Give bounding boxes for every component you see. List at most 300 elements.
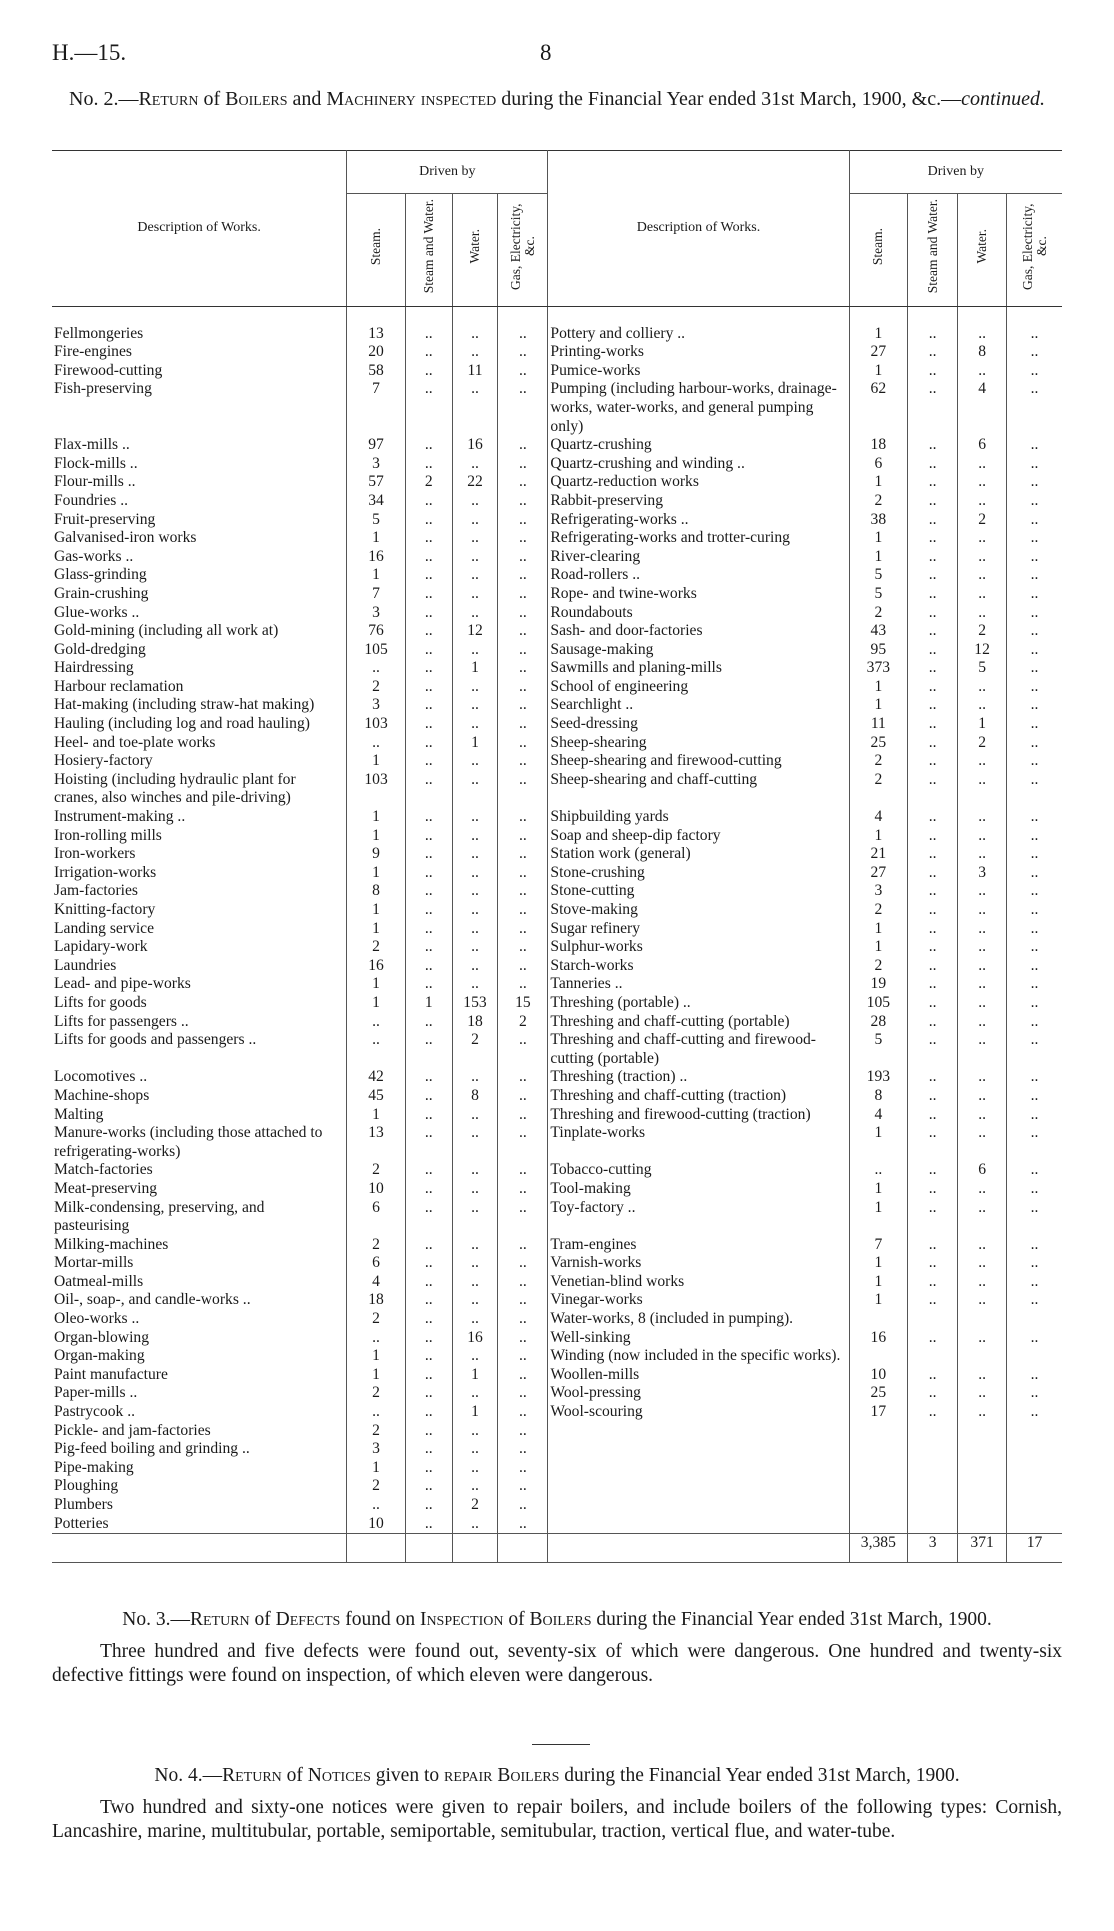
row-value: .. (405, 1236, 452, 1255)
row-value: .. (1030, 1105, 1039, 1123)
row-value: .. (452, 975, 498, 994)
row-description: Road-rollers .. (548, 566, 849, 585)
row-value: .. (498, 566, 548, 585)
total-value: 3,385 (849, 1534, 908, 1563)
driven-by-right: Driven by (849, 151, 1062, 194)
row-value: .. (347, 734, 406, 753)
row-value: .. (958, 957, 1007, 976)
row-description: Mortar-mills (52, 1254, 347, 1273)
row-value: .. (498, 1347, 548, 1366)
title-rest: during the Financial Year ended 31st March, 1900, &c.— (496, 88, 962, 110)
page-ref: H.—15. (52, 40, 127, 65)
row-description: Landing service (52, 920, 347, 939)
row-value: .. (958, 901, 1007, 920)
row-value: .. (405, 1068, 452, 1087)
row-value: 8 (452, 1087, 498, 1106)
row-value: .. (1030, 324, 1039, 342)
row-value: .. (498, 752, 548, 771)
table-row (52, 622, 1062, 641)
row-value: .. (498, 975, 548, 994)
row-value: .. (498, 715, 548, 734)
row-value: .. (958, 1031, 1007, 1068)
row-description: Organ-blowing (52, 1329, 347, 1348)
row-value: .. (1030, 491, 1039, 509)
row-value: .. (908, 1403, 958, 1422)
row-value: 1 (452, 659, 498, 678)
row-value: .. (1030, 993, 1039, 1011)
row-value: .. (958, 1254, 1007, 1273)
row-description: Tobacco-cutting (548, 1161, 849, 1180)
table-row (52, 436, 1062, 455)
row-description: Sausage-making (548, 641, 849, 660)
row-value: 16 (347, 957, 406, 976)
row-value: .. (405, 1273, 452, 1292)
table-row (52, 771, 1062, 808)
row-value: .. (958, 1329, 1007, 1348)
empty-cell (908, 1459, 958, 1478)
row-value: .. (498, 492, 548, 511)
table-row (52, 678, 1062, 697)
row-value: 1 (347, 566, 406, 585)
row-description: Threshing and chaff-cutting (traction) (548, 1087, 849, 1106)
row-value: .. (405, 827, 452, 846)
row-value: .. (498, 1236, 548, 1255)
desc-header-left: Description of Works. (52, 151, 347, 307)
row-value: .. (405, 882, 452, 901)
row-description: Sawmills and planing-mills (548, 659, 849, 678)
total-value: 3 (908, 1534, 958, 1563)
row-value: 1 (347, 901, 406, 920)
row-value: .. (1030, 659, 1039, 677)
row-value: 2 (849, 957, 908, 976)
table-row (52, 1515, 1062, 1534)
row-value: .. (908, 585, 958, 604)
row-value: .. (908, 734, 958, 753)
row-value: .. (1030, 1031, 1039, 1049)
row-value: .. (452, 1180, 498, 1199)
row-value: .. (405, 1180, 452, 1199)
row-value: .. (498, 473, 548, 492)
row-description: Ploughing (52, 1477, 347, 1496)
row-value: .. (958, 1199, 1007, 1236)
empty-cell (548, 1534, 849, 1563)
table-row (52, 1310, 1062, 1329)
row-value: 3 (849, 882, 908, 901)
row-value: .. (1030, 566, 1039, 584)
row-description: Oil-, soap-, and candle-works .. (52, 1291, 347, 1310)
row-value: 3 (347, 604, 406, 623)
row-value: .. (1030, 1161, 1039, 1179)
row-value: 27 (849, 343, 908, 362)
row-value: 1 (347, 752, 406, 771)
row-value: 1 (849, 920, 908, 939)
row-value: .. (958, 492, 1007, 511)
table-row (52, 752, 1062, 771)
row-value: .. (498, 771, 548, 808)
row-value: .. (452, 808, 498, 827)
row-value: 8 (958, 343, 1007, 362)
row-value: .. (1030, 1124, 1039, 1142)
row-value: .. (452, 641, 498, 660)
table-row (52, 1347, 1062, 1366)
row-value (958, 1347, 1007, 1366)
row-value: .. (958, 1180, 1007, 1199)
divider (532, 1744, 590, 1745)
row-value: .. (452, 678, 498, 697)
row-value: .. (405, 566, 452, 585)
row-value: .. (908, 1013, 958, 1032)
col-gas-left: Gas, Electricity, &c. (507, 203, 537, 290)
row-value: .. (405, 1403, 452, 1422)
row-description: Threshing and chaff-cutting (portable) (548, 1013, 849, 1032)
row-value: .. (347, 1496, 406, 1515)
row-value: .. (405, 808, 452, 827)
row-value: 1 (347, 808, 406, 827)
table-row (52, 362, 1062, 381)
row-value: .. (908, 1161, 958, 1180)
row-value: 18 (849, 436, 908, 455)
row-value: .. (498, 1068, 548, 1087)
row-value: .. (452, 864, 498, 883)
row-value: .. (1030, 696, 1039, 714)
empty-cell (849, 1515, 908, 1534)
row-value: 1 (849, 1254, 908, 1273)
row-value: .. (908, 492, 958, 511)
empty-cell (1007, 1477, 1062, 1496)
row-value: .. (498, 659, 548, 678)
row-value: .. (405, 1254, 452, 1273)
row-description: Rope- and twine-works (548, 585, 849, 604)
row-value: .. (405, 752, 452, 771)
row-value: .. (958, 1013, 1007, 1032)
row-value: .. (958, 473, 1007, 492)
row-description: Pottery and colliery .. (548, 325, 849, 344)
row-value: .. (908, 901, 958, 920)
row-value: .. (1030, 808, 1039, 826)
row-value: .. (452, 1459, 498, 1478)
row-value: .. (908, 1087, 958, 1106)
s4-repair-boilers: repair Boilers (444, 1765, 560, 1786)
row-value: 1 (849, 696, 908, 715)
row-value: .. (452, 492, 498, 511)
row-value: 1 (347, 827, 406, 846)
row-value: 10 (849, 1366, 908, 1385)
row-value: .. (498, 548, 548, 567)
row-value: 6 (347, 1199, 406, 1236)
row-value: 7 (347, 585, 406, 604)
row-description: Fish-preserving (52, 380, 347, 436)
row-value: .. (1030, 733, 1039, 751)
row-description: Glue-works .. (52, 604, 347, 623)
row-value: .. (958, 1087, 1007, 1106)
row-value: .. (1030, 882, 1039, 900)
title-boilers: Boilers (225, 88, 288, 110)
row-value: .. (452, 771, 498, 808)
section-defects (52, 1608, 1062, 1688)
row-value: 42 (347, 1068, 406, 1087)
row-description: Laundries (52, 957, 347, 976)
row-description: Pumice-works (548, 362, 849, 381)
row-value: 1 (958, 715, 1007, 734)
row-value: 1 (347, 920, 406, 939)
row-value: 103 (347, 771, 406, 808)
row-value: .. (908, 808, 958, 827)
table-row (52, 1068, 1062, 1087)
row-value: .. (1030, 1254, 1039, 1272)
driven-by-left: Driven by (347, 151, 548, 194)
row-value: 11 (849, 715, 908, 734)
row-value: 6 (347, 1254, 406, 1273)
row-value: .. (1030, 715, 1039, 733)
table-row (52, 1496, 1062, 1515)
row-value: .. (452, 1236, 498, 1255)
row-description: Locomotives .. (52, 1068, 347, 1087)
row-description: Venetian-blind works (548, 1273, 849, 1292)
row-description: Iron-rolling mills (52, 827, 347, 846)
row-value: .. (498, 1384, 548, 1403)
row-value: .. (405, 343, 452, 362)
table-row (52, 1440, 1062, 1459)
row-value: .. (958, 678, 1007, 697)
row-value: .. (958, 1124, 1007, 1161)
table-row (52, 1180, 1062, 1199)
row-description: Tool-making (548, 1180, 849, 1199)
row-value: .. (452, 827, 498, 846)
notices-text: Two hundred and sixty-one notices were given to repair boilers, and include boilers of the following types: Cornish, Lancashire, marine, multitubular, portable, semiportable, semitubular, traction, vertical flue, and water-tube. (52, 1797, 1062, 1842)
table-row (52, 1403, 1062, 1422)
row-value: .. (405, 1496, 452, 1515)
row-value: .. (452, 585, 498, 604)
row-value: .. (958, 325, 1007, 344)
row-value: 193 (849, 1068, 908, 1087)
row-value: 10 (347, 1515, 406, 1534)
row-value: .. (405, 1347, 452, 1366)
row-value: .. (1030, 1291, 1039, 1309)
row-value: .. (452, 1273, 498, 1292)
row-description: Stone-crushing (548, 864, 849, 883)
row-description: Oatmeal-mills (52, 1273, 347, 1292)
row-value: .. (347, 1013, 406, 1032)
row-value: 27 (849, 864, 908, 883)
row-value: .. (498, 1273, 548, 1292)
table-row (52, 325, 1062, 344)
row-value: 1 (849, 529, 908, 548)
row-value: 16 (452, 1329, 498, 1348)
row-value: .. (958, 529, 1007, 548)
row-description: Woollen-mills (548, 1366, 849, 1385)
row-value: 20 (347, 343, 406, 362)
row-value: 8 (849, 1087, 908, 1106)
row-value: .. (908, 1329, 958, 1348)
row-description: Match-factories (52, 1161, 347, 1180)
title-return: Return (138, 88, 199, 110)
row-value: 1 (452, 1403, 498, 1422)
row-value: 105 (347, 641, 406, 660)
row-value: .. (498, 1199, 548, 1236)
row-value (908, 1310, 958, 1329)
row-value: .. (908, 1366, 958, 1385)
row-value: 373 (849, 659, 908, 678)
table-row (52, 1477, 1062, 1496)
row-value: 16 (849, 1329, 908, 1348)
empty-cell (1007, 1422, 1062, 1441)
row-value: .. (1030, 343, 1039, 361)
row-description: Milking-machines (52, 1236, 347, 1255)
row-value: .. (1030, 361, 1039, 379)
empty-cell (548, 1459, 849, 1478)
row-value: .. (908, 473, 958, 492)
row-description: Sheep-shearing and firewood-cutting (548, 752, 849, 771)
table-row (52, 715, 1062, 734)
row-value: .. (498, 1087, 548, 1106)
row-value: .. (1030, 1198, 1039, 1216)
defects-heading (52, 1608, 1062, 1632)
row-value: .. (405, 1366, 452, 1385)
empty-cell (548, 1440, 849, 1459)
row-value: .. (498, 920, 548, 939)
row-value: .. (958, 585, 1007, 604)
row-value: .. (908, 1254, 958, 1273)
row-value: .. (958, 566, 1007, 585)
row-value: .. (405, 1477, 452, 1496)
row-value: .. (958, 882, 1007, 901)
row-value: .. (1030, 473, 1039, 491)
table-row (52, 641, 1062, 660)
row-value: .. (405, 1031, 452, 1068)
row-value: 1 (347, 529, 406, 548)
row-description: Instrument-making .. (52, 808, 347, 827)
row-value: .. (452, 938, 498, 957)
row-value: 34 (347, 492, 406, 511)
row-value: .. (958, 1403, 1007, 1422)
s4-notices: Notices (307, 1765, 371, 1786)
row-value: .. (405, 1291, 452, 1310)
row-value: .. (908, 715, 958, 734)
row-value: 4 (849, 1106, 908, 1125)
row-description: Roundabouts (548, 604, 849, 623)
totals-row (52, 1534, 1062, 1563)
row-value: .. (498, 1124, 548, 1161)
row-value: 38 (849, 511, 908, 530)
row-value: .. (452, 920, 498, 939)
title-and: and (287, 88, 327, 110)
row-value: .. (908, 604, 958, 623)
table-row (52, 1422, 1062, 1441)
row-value: .. (405, 1199, 452, 1236)
row-description: Lifts for goods (52, 994, 347, 1013)
row-value: 13 (347, 1124, 406, 1161)
table-row (52, 380, 1062, 436)
col-water-left: Water. (467, 229, 482, 264)
row-value: 1 (849, 938, 908, 957)
row-value (908, 1347, 958, 1366)
row-value: .. (405, 529, 452, 548)
row-value: 45 (347, 1087, 406, 1106)
row-description: Lead- and pipe-works (52, 975, 347, 994)
row-description: Fruit-preserving (52, 511, 347, 530)
row-value: .. (958, 827, 1007, 846)
row-value: .. (405, 1384, 452, 1403)
row-value: .. (405, 1329, 452, 1348)
row-value: 6 (958, 1161, 1007, 1180)
col-steam-right: Steam. (870, 227, 886, 266)
row-value: .. (498, 882, 548, 901)
row-value: 1 (347, 1459, 406, 1478)
row-value: 2 (452, 1496, 498, 1515)
row-value: .. (452, 455, 498, 474)
row-value: 97 (347, 436, 406, 455)
row-value: .. (452, 1161, 498, 1180)
table-row (52, 882, 1062, 901)
row-value: .. (498, 1440, 548, 1459)
row-value: 22 (452, 473, 498, 492)
row-value: .. (1030, 938, 1039, 956)
row-description: Paint manufacture (52, 1366, 347, 1385)
row-value: .. (347, 1329, 406, 1348)
empty-cell (849, 1440, 908, 1459)
row-description: Quartz-crushing and winding .. (548, 455, 849, 474)
row-value: .. (908, 325, 958, 344)
row-value: .. (958, 604, 1007, 623)
s3-of2: of (503, 1609, 530, 1630)
empty-cell (958, 1422, 1007, 1441)
row-value: 6 (849, 455, 908, 474)
row-description: Refrigerating-works and trotter-curing (548, 529, 849, 548)
row-value: .. (1030, 863, 1039, 881)
row-value: 62 (849, 380, 908, 436)
row-value: .. (405, 585, 452, 604)
row-value: .. (405, 1459, 452, 1478)
row-description: Gas-works .. (52, 548, 347, 567)
row-value: .. (958, 548, 1007, 567)
row-value: .. (908, 752, 958, 771)
row-value: .. (908, 343, 958, 362)
row-value: .. (347, 1403, 406, 1422)
row-value: 2 (958, 511, 1007, 530)
row-value: .. (405, 511, 452, 530)
row-value: .. (908, 548, 958, 567)
row-value: .. (452, 325, 498, 344)
row-value: .. (452, 511, 498, 530)
row-value: 1 (849, 362, 908, 381)
row-value: 4 (347, 1273, 406, 1292)
row-value: 2 (347, 1161, 406, 1180)
table-row (52, 1291, 1062, 1310)
row-description: Threshing (traction) .. (548, 1068, 849, 1087)
row-description: Varnish-works (548, 1254, 849, 1273)
row-description: Quartz-reduction works (548, 473, 849, 492)
row-value: 2 (958, 622, 1007, 641)
row-value: 4 (958, 380, 1007, 436)
row-value: 9 (347, 845, 406, 864)
row-description: Sheep-shearing and chaff-cutting (548, 771, 849, 808)
row-description: Irrigation-works (52, 864, 347, 883)
row-value: .. (958, 1106, 1007, 1125)
row-value: .. (498, 827, 548, 846)
row-value: .. (498, 1161, 548, 1180)
empty-cell (548, 1477, 849, 1496)
row-value: 1 (347, 1106, 406, 1125)
total-value: 371 (958, 1534, 1007, 1563)
row-value: .. (498, 380, 548, 436)
row-value: .. (908, 1384, 958, 1403)
row-value: 1 (347, 1347, 406, 1366)
row-value: .. (498, 622, 548, 641)
row-value: .. (908, 771, 958, 808)
row-value: .. (452, 1068, 498, 1087)
row-description: Seed-dressing (548, 715, 849, 734)
row-value: .. (958, 975, 1007, 994)
